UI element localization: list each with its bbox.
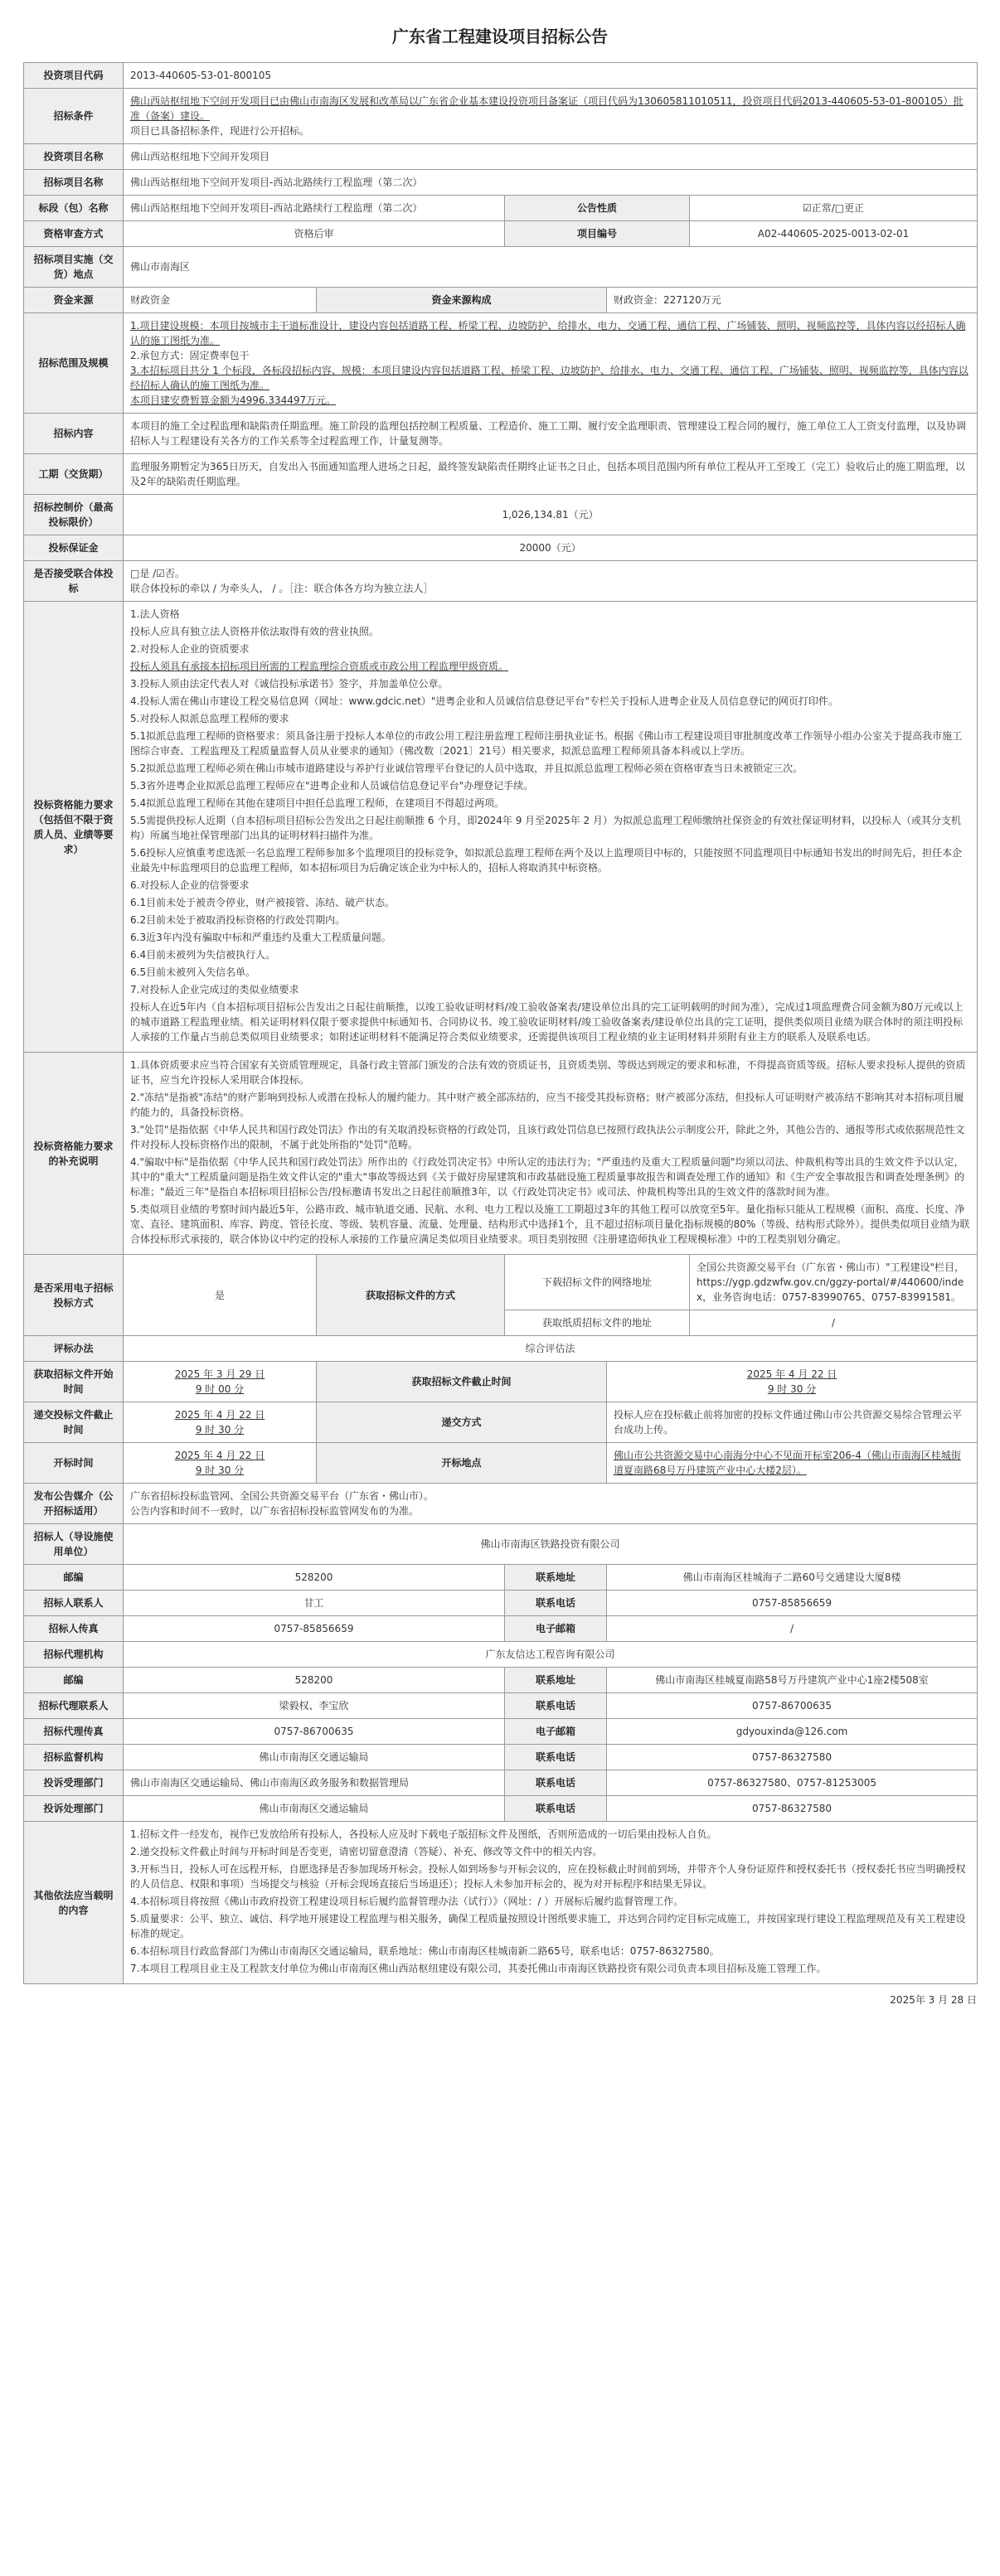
content-label: 招标内容 — [24, 414, 124, 454]
row-section — [24, 196, 978, 221]
row-bond — [24, 535, 978, 561]
req-item: 6.4目前未被列为失信被执行人。 — [130, 949, 276, 961]
other-item: 4.本招标项目将按照《佛山市政府投资工程建设项目标后履约监督管理办法（试行）》（网址：/ ）开展标后履约监督管理工作。 — [130, 1896, 684, 1907]
complaint-label: 投诉受理部门 — [24, 1770, 124, 1796]
row-requirements — [24, 602, 978, 1053]
submit-method-label: 递交方式 — [317, 1402, 607, 1443]
notice-table — [23, 62, 978, 1984]
media-value — [124, 1484, 978, 1524]
row-agent-fax — [24, 1719, 978, 1745]
submit-deadline-date: 2025 年 4 月 22 日 — [174, 1409, 265, 1421]
row-other — [24, 1822, 978, 1984]
submit-deadline-time: 9 时 30 分 — [195, 1424, 245, 1436]
row-agent-contact — [24, 1693, 978, 1719]
c-phone-value: 0757-86327580、0757-81253005 — [607, 1770, 978, 1796]
open-place-label: 开标地点 — [317, 1443, 607, 1484]
open-time-date: 2025 年 4 月 22 日 — [174, 1450, 265, 1461]
req-item: 投标人在近5年内（自本招标项目招标公告发出之日起往前顺推，以竣工验收证明材料/竣工验收备案表/建设单位出具的完工证明载明的时间为准），完成过1项监理费合同金额为80万元或以上的城市道路工程监理业绩。相关证明材料仅限于要求提供中标通知书、合同协议书、竣工验收证明材料/竣工验收备案表/建设单位出具的完工证明，提供类似项目业绩为联合体时的须注明投标人承接的工作量占当前总类似项目业绩要求；如附述证明材料不能满足符合类似业绩要求，还需提供该项目工程业绩的业主证明材料并须附有业主方的联系人及联系电话。 — [130, 1001, 964, 1043]
row-supervisor — [24, 1745, 978, 1770]
fund-composition-value: 财政资金：227120万元 — [607, 288, 978, 313]
req-item: 6.3近3年内没有骗取中标和严重违约及重大工程质量问题。 — [130, 932, 391, 943]
a-fax-value: 0757-86700635 — [124, 1719, 505, 1745]
req-item: 6.对投标人企业的信誉要求 — [130, 879, 250, 891]
fund-source-label: 资金来源 — [24, 288, 124, 313]
t-contact-label: 招标人联系人 — [24, 1591, 124, 1616]
t-contact-value: 甘工 — [124, 1591, 505, 1616]
a-address-value: 佛山市南海区桂城夏南路58号万丹建筑产业中心1座2楼508室 — [607, 1668, 978, 1693]
get-end-value — [607, 1362, 978, 1402]
a-postcode-value: 528200 — [124, 1668, 505, 1693]
row-tenderer-contact — [24, 1591, 978, 1616]
project-code-value: 2013-440605-53-01-800105 — [124, 63, 978, 89]
fund-composition-label: 资金来源构成 — [317, 288, 607, 313]
project-name-label: 投资项目名称 — [24, 144, 124, 170]
supp-item: 4."骗取中标"是指依据《中华人民共和国行政处罚法》所作出的《行政处罚决定书》中所认定的违法行为；"严重违约及重大工程质量问题"均须以司法、仲裁机构等出具的生效文件予以认定，其中的"重大"工程质量问题是指生效文件认定的"重大"事故等级达到《关于做好房屋建筑和市政基础设施工程质量事故报告和调查处理工作的通知》和《生产安全事故报告和调查处理条例》的标准；"最近三年"是指自本招标项目招标公告/投标邀请书发出之日起往前顺推3年，以《行政处罚决定书》或司法、仲裁机构等出具的生效文件的落款时间为准。 — [130, 1156, 965, 1198]
h-phone-value: 0757-86327580 — [607, 1796, 978, 1822]
get-end-time: 9 时 30 分 — [767, 1383, 817, 1395]
row-max-price — [24, 495, 978, 535]
project-no-value: A02-440605-2025-0013-02-01 — [690, 221, 978, 247]
notice-nature-label: 公告性质 — [505, 196, 690, 221]
supplement-value — [124, 1053, 978, 1255]
req-item: 5.对投标人拟派总监理工程师的要求 — [130, 713, 289, 724]
supp-item: 5.类似项目业绩的考察时间内最近5年，公路市政、城市轨道交通、民航、水利、电力工程以及施工工期超过3年的其他工程可以放宽至5年。量化指标只能从工程规模（面积、高度、长度、净宽、直径、建筑面积、库容、跨度、管径长度、等级、装机容量、流量、处理量、结构形式中选择1个，且不超过招标项目量化指标规模的80%（等级、结构形式除外）。提供类似项目业绩为联合体投标形式承接的，联合体协议中约定的投标人承接的工作量应满足类似项目业绩要求。项目类别按照《注册建造师执业工程规模标准》中的工程类别划分确定。 — [130, 1203, 970, 1245]
notice-date: 2025年 3 月 28 日 — [890, 1994, 977, 2006]
consortium-text-2: 联合体投标的牵以 / 为牵头人， / 。［注：联合体各方均为独立法人］ — [130, 583, 434, 594]
project-no-label: 项目编号 — [505, 221, 690, 247]
requirements-value — [124, 602, 978, 1053]
agent-label: 招标代理机构 — [24, 1642, 124, 1668]
tenderer-value: 佛山市南海区铁路投资有限公司 — [124, 1524, 978, 1565]
media-text-2: 公告内容和时间不一致时，以广东省招标投标监管网发布的为准。 — [130, 1505, 420, 1517]
req-item: 3.投标人须由法定代表人对《诚信投标承诺书》签字，并加盖单位公章。 — [130, 678, 449, 690]
qual-review-label: 资格审查方式 — [24, 221, 124, 247]
req-item: 5.3省外进粤企业拟派总监理工程师应在"进粤企业和人员诚信信息登记平台"办理登记手续。 — [130, 780, 534, 792]
get-start-date: 2025 年 3 月 29 日 — [174, 1368, 265, 1380]
qual-review-value: 资格后审 — [124, 221, 505, 247]
t-email-value: / — [607, 1616, 978, 1642]
s-phone-value: 0757-86327580 — [607, 1745, 978, 1770]
row-submit — [24, 1402, 978, 1443]
row-scope — [24, 313, 978, 414]
req-item: 5.6投标人应慎重考虑选派一名总监理工程师参加多个监理项目的投标竞争，如拟派总监理工程师在两个及以上监理项目中标的，只能按照不同监理项目中标通知书发出的时间先后，担任本企业最先中标监理项目的总监理工程师，如本招标项目为后确定该企业为中标人的，招标人将取消其中标资格。 — [130, 847, 963, 874]
consortium-text-1: □是 /☑否。 — [130, 568, 185, 579]
handling-value: 佛山市南海区交通运输局 — [124, 1796, 505, 1822]
other-item: 3.开标当日，投标人可在远程开标，自愿选择是否参加现场开标会。投标人如到场参与开标会议的，应在投标截止时间前到场，并带齐个人身份证原件和授权委托书（授权委托书应当明确授权的人员信息、权限和事项）当场提交与核验（开标会现场直接后当场退还）；投标人未参加开标会的，视为对开标程序和结果无异议。 — [130, 1863, 966, 1890]
location-value: 佛山市南海区 — [124, 247, 978, 288]
row-qual-review — [24, 221, 978, 247]
complaint-value: 佛山市南海区交通运输局、佛山市南海区政务服务和数据管理局 — [124, 1770, 505, 1796]
row-project-name — [24, 144, 978, 170]
row-fund — [24, 288, 978, 313]
handling-label: 投诉处理部门 — [24, 1796, 124, 1822]
conditions-label: 招标条件 — [24, 89, 124, 144]
h-phone-label: 联系电话 — [505, 1796, 607, 1822]
project-code-label: 投资项目代码 — [24, 63, 124, 89]
scope-text-3: 3.本招标项目共分 1 个标段，各标段招标内容、规模：本项目建设内容包括道路工程、桥梁工程、边坡防护、给排水、电力、交通工程、通信工程、广场铺装、照明、视频监控等，具体内容以经招标人确认的施工图纸为准。 — [130, 365, 968, 391]
notice-title: 广东省工程建设项目招标公告 — [392, 27, 608, 46]
c-phone-label: 联系电话 — [505, 1770, 607, 1796]
a-address-label: 联系地址 — [505, 1668, 607, 1693]
s-phone-label: 联系电话 — [505, 1745, 607, 1770]
other-item: 5.质量要求：公平、独立、诚信、科学地开展建设工程监理与相关服务，确保工程质量按照设计图纸要求施工，并达到合同约定目标完成施工，并按国家现行建设工程监理规范及有关工程建设标准的规定。 — [130, 1913, 966, 1939]
scope-text-1: 1.项目建设规模：本项目按城市主干道标准设计，建设内容包括道路工程、桥梁工程、边坡防护、给排水、电力、交通工程、通信工程、广场铺装、照明、视频监控等，具体内容以经招标人确认的施工图纸为准。 — [130, 320, 966, 346]
t-address-value: 佛山市南海区桂城海子二路60号交通建设大厦8楼 — [607, 1565, 978, 1591]
supervisor-label: 招标监督机构 — [24, 1745, 124, 1770]
row-project-code — [24, 63, 978, 89]
requirements-label: 投标资格能力要求（包括但不限于资质人员、业绩等要求） — [24, 602, 124, 1053]
a-email-label: 电子邮箱 — [505, 1719, 607, 1745]
supplement-label: 投标资格能力要求的补充说明 — [24, 1053, 124, 1255]
row-tenderer-postcode — [24, 1565, 978, 1591]
req-item: 6.5目前未被列入失信名单。 — [130, 966, 256, 978]
t-email-label: 电子邮箱 — [505, 1616, 607, 1642]
other-item: 6.本招标项目行政监督部门为佛山市南海区交通运输局，联系地址：佛山市南海区桂城南新二路65号，联系电话：0757-86327580。 — [130, 1945, 720, 1957]
project-name-value: 佛山西站枢纽地下空间开发项目 — [124, 144, 978, 170]
row-location — [24, 247, 978, 288]
req-item: 6.2目前未处于被取消投标资格的行政处罚期内。 — [130, 914, 346, 926]
get-docs-method-label: 获取招标文件的方式 — [317, 1255, 505, 1336]
max-price-value: 1,026,134.81（元） — [124, 495, 978, 535]
get-start-value — [124, 1362, 317, 1402]
supp-item: 2."冻结"是指被"冻结"的财产影响到投标人或潜在投标人的履约能力。其中财产被全部冻结的，应当不接受其投标资格；财产被部分冻结，但投标人可证明财产被冻结不影响其对本招标项目履约能力的，具备投标资格。 — [130, 1092, 964, 1118]
media-label: 发布公告媒介（公开招标适用） — [24, 1484, 124, 1524]
row-eval — [24, 1336, 978, 1362]
supervisor-value: 佛山市南海区交通运输局 — [124, 1745, 505, 1770]
content-value: 本项目的施工全过程监理和缺陷责任期监理。施工阶段的监理包括控制工程质量、工程造价、施工工期、履行安全监理职责、管理建设工程合同的履行，施工单位工人工资支付监理，以及协调招标人与工程建设有关各方的工作关系等全过程监理工作，计量复测等。 — [124, 414, 978, 454]
row-agent-postcode — [24, 1668, 978, 1693]
tender-project-name-label: 招标项目名称 — [24, 170, 124, 196]
consortium-value — [124, 561, 978, 602]
section-name-label: 标段（包）名称 — [24, 196, 124, 221]
conditions-value — [124, 89, 978, 144]
other-value — [124, 1822, 978, 1984]
a-fax-label: 招标代理传真 — [24, 1719, 124, 1745]
row-conditions — [24, 89, 978, 144]
open-time-value — [124, 1443, 317, 1484]
scope-value — [124, 313, 978, 414]
notice-page — [23, 0, 977, 2040]
a-contact-label: 招标代理联系人 — [24, 1693, 124, 1719]
section-name-value: 佛山西站枢纽地下空间开发项目-西站北路续行工程监理（第二次） — [124, 196, 505, 221]
conditions-text-1: 佛山西站枢纽地下空间开发项目已由佛山市南海区发展和改革局以广东省企业基本建设投资项目备案证（项目代码为1306058110105​11，投资项目代码2013-440605-53-01-800105）批准（备案）建设。 — [130, 95, 964, 122]
fund-source-value: 财政资金 — [124, 288, 317, 313]
req-item: 7.对投标人企业完成过的类似业绩要求 — [130, 984, 299, 995]
req-item: 5.1拟派总监理工程师的资格要求：须具备注册于投标人本单位的市政公用工程注册监理工程师注册执业证书。根据《佛山市工程建设项目审批制度改革工作领导小组办公室关于提高我市施工图综合审查、工程监理及工程质量监督人员从业要求的通知》（佛改数〔2021〕21号）相关要求，拟派总监理工程师须具备本科或以上学历。 — [130, 730, 963, 757]
other-item: 7.本项目工程项目业主及工程款支付单位为佛山市南海区佛山西站枢纽建设有限公司，其委托佛山市南海区铁路投资有限公司负责本项目招标及施工管理工作。 — [130, 1963, 827, 1974]
t-address-label: 联系地址 — [505, 1565, 607, 1591]
tender-project-name-value: 佛山西站枢纽地下空间开发项目-西站北路续行工程监理（第二次） — [124, 170, 978, 196]
media-text-1: 广东省招标投标监管网、全国公共资源交易平台（广东省・佛山市）。 — [130, 1490, 434, 1502]
supp-item: 1.具体资质要求应当符合国家有关资质管理规定，具备行政主管部门颁发的合法有效的资质证书，且资质类别、等级达到规定的要求和标准，不得提高资质等级。招标人要求投标人提供的资质证书，应当允许投标人采用联合体投标。 — [130, 1059, 966, 1086]
req-item: 投标人应具有独立法人资格并依法取得有效的营业执照。 — [130, 626, 380, 637]
req-item: 6.1目前未处于被责令停业，财产被接管、冻结、破产状态。 — [130, 897, 396, 908]
a-postcode-label: 邮编 — [24, 1668, 124, 1693]
notice-nature-value: ☑正常/□更正 — [690, 196, 978, 221]
conditions-text-2: 项目已具备招标条件，现进行公开招标。 — [130, 125, 310, 137]
other-item: 2.递交投标文件截止时间与开标时间是否变更，请密切留意澄清（答疑）、补充、修改等文件中的相关内容。 — [130, 1846, 603, 1857]
other-label: 其他依法应当载明的内容 — [24, 1822, 124, 1984]
bond-value: 20000（元） — [124, 535, 978, 561]
open-time-time: 9 时 30 分 — [195, 1465, 245, 1476]
other-item: 1.招标文件一经发布，视作已发放给所有投标人，各投标人应及时下载电子版招标文件及图纸，否则所造成的一切后果由投标人自负。 — [130, 1828, 717, 1840]
download-site-label: 下载招标文件的网络地址 — [505, 1255, 690, 1310]
row-tenderer — [24, 1524, 978, 1565]
e-tender-label: 是否采用电子招标投标方式 — [24, 1255, 124, 1336]
t-phone-value: 0757-85856659 — [607, 1591, 978, 1616]
row-handling — [24, 1796, 978, 1822]
a-email-value[interactable]: gdyouxinda@126.com — [607, 1719, 978, 1745]
t-fax-label: 招标人传真 — [24, 1616, 124, 1642]
req-item: 5.5需提供投标人近期（自本招标项目招标公告发出之日起往前顺推 6 个月，即2024年 9 月至2025年 2 月）为拟派总监理工程师缴纳社保资金的有效社保证明材料，以投标人（或其分支机构）所属当地社保管理部门出具的证明材料扫描件为准。 — [130, 815, 961, 841]
req-item: 投标人须具有承接本招标项目所需的工程监理综合资质或市政公用工程监理甲级资质。 — [130, 661, 509, 672]
row-open — [24, 1443, 978, 1484]
open-place-value: 佛山市公共资源交易中心南海分中心不见面开标室206-4（佛山市南海区桂城街道夏南路68号万丹建筑产业中心大楼2层）。 — [607, 1443, 978, 1484]
submit-deadline-value — [124, 1402, 317, 1443]
row-tender-project-name — [24, 170, 978, 196]
scope-label: 招标范围及规模 — [24, 313, 124, 414]
open-time-label: 开标时间 — [24, 1443, 124, 1484]
row-get-time — [24, 1362, 978, 1402]
req-item: 5.4拟派总监理工程师在其他在建项目中担任总监理工程师，在建项目不得超过两项。 — [130, 797, 505, 809]
row-supplement — [24, 1053, 978, 1255]
download-site-value[interactable]: 全国公共资源交易平台（广东省・佛山市）"工程建设"栏目，https://ygp.gdzwfw.gov.cn/ggzy-portal/#/440600/index，业务咨询电话：0757-83990765、0757-83991581。 — [690, 1255, 978, 1310]
req-item: 1.法人资格 — [130, 608, 180, 620]
req-item: 5.2拟派总监理工程师必须在佛山市城市道路建设与养护行业诚信管理平台登记的人员中选取，并且拟派总监理工程师必须在资格审查当日未被锁定三次。 — [130, 763, 803, 774]
row-media — [24, 1484, 978, 1524]
submit-deadline-label: 递交投标文件截止时间 — [24, 1402, 124, 1443]
paper-site-value: / — [690, 1310, 978, 1336]
e-tender-value: 是 — [124, 1255, 317, 1336]
scope-text-2: 2.承包方式：固定费率包干 — [130, 350, 250, 361]
req-item: 4.投标人需在佛山市建设工程交易信息网（网址：www.gdcic.net）"进粤企业和人员诚信信息登记平台"专栏关于投标人进粤企业及人员信息登记的网页打印件。 — [130, 695, 838, 707]
tenderer-label: 招标人（导设施使用单位） — [24, 1524, 124, 1565]
row-complaint — [24, 1770, 978, 1796]
row-tenderer-fax — [24, 1616, 978, 1642]
a-contact-value: 梁毅权、李宝欣 — [124, 1693, 505, 1719]
location-label: 招标项目实施（交货）地点 — [24, 247, 124, 288]
t-postcode-value: 528200 — [124, 1565, 505, 1591]
max-price-label: 招标控制价（最高投标限价） — [24, 495, 124, 535]
get-end-date: 2025 年 4 月 22 日 — [746, 1368, 837, 1380]
t-phone-label: 联系电话 — [505, 1591, 607, 1616]
req-item: 2.对投标人企业的资质要求 — [130, 643, 250, 655]
get-start-time: 9 时 00 分 — [195, 1383, 245, 1395]
bond-label: 投标保证金 — [24, 535, 124, 561]
row-e-tender-1 — [24, 1255, 978, 1310]
consortium-label: 是否接受联合体投标 — [24, 561, 124, 602]
agent-value: 广东友信达工程咨询有限公司 — [124, 1642, 978, 1668]
get-start-label: 获取招标文件开始时间 — [24, 1362, 124, 1402]
eval-method-label: 评标办法 — [24, 1336, 124, 1362]
a-phone-value: 0757-86700635 — [607, 1693, 978, 1719]
t-postcode-label: 邮编 — [24, 1565, 124, 1591]
row-agent — [24, 1642, 978, 1668]
eval-method-value: 综合评估法 — [124, 1336, 978, 1362]
row-content — [24, 414, 978, 454]
row-consortium — [24, 561, 978, 602]
submit-method-value: 投标人应在投标截止前将加密的投标文件通过佛山市公共资源交易综合管理云平台成功上传。 — [607, 1402, 978, 1443]
period-label: 工期（交货期） — [24, 454, 124, 495]
row-period — [24, 454, 978, 495]
supp-item: 3."处罚"是指依据《中华人民共和国行政处罚法》作出的有关取消投标资格的行政处罚，且该行政处罚信息已按照行政执法公示制度公开，除此之外，其他公告的、通报等形式或依据规范性文件对投标人投标资格作出的限制，不属于此处所指的"处罚"范畴。 — [130, 1124, 965, 1150]
a-phone-label: 联系电话 — [505, 1693, 607, 1719]
t-fax-value: 0757-85856659 — [124, 1616, 505, 1642]
scope-text-4: 本项目建安费暂算金额为4996.334497万元。 — [130, 395, 337, 406]
get-end-label: 获取招标文件截止时间 — [317, 1362, 607, 1402]
period-value: 监理服务期暂定为365日历天，自发出入书面通知监理人进场之日起，最终签发缺陷责任期终止证书之日止，包括本项目范围内所有单位工程从开工至竣工（完工）验收后止的施工期监理，以及2年的缺陷责任期监理。 — [124, 454, 978, 495]
paper-site-label: 获取纸质招标文件的地址 — [505, 1310, 690, 1336]
